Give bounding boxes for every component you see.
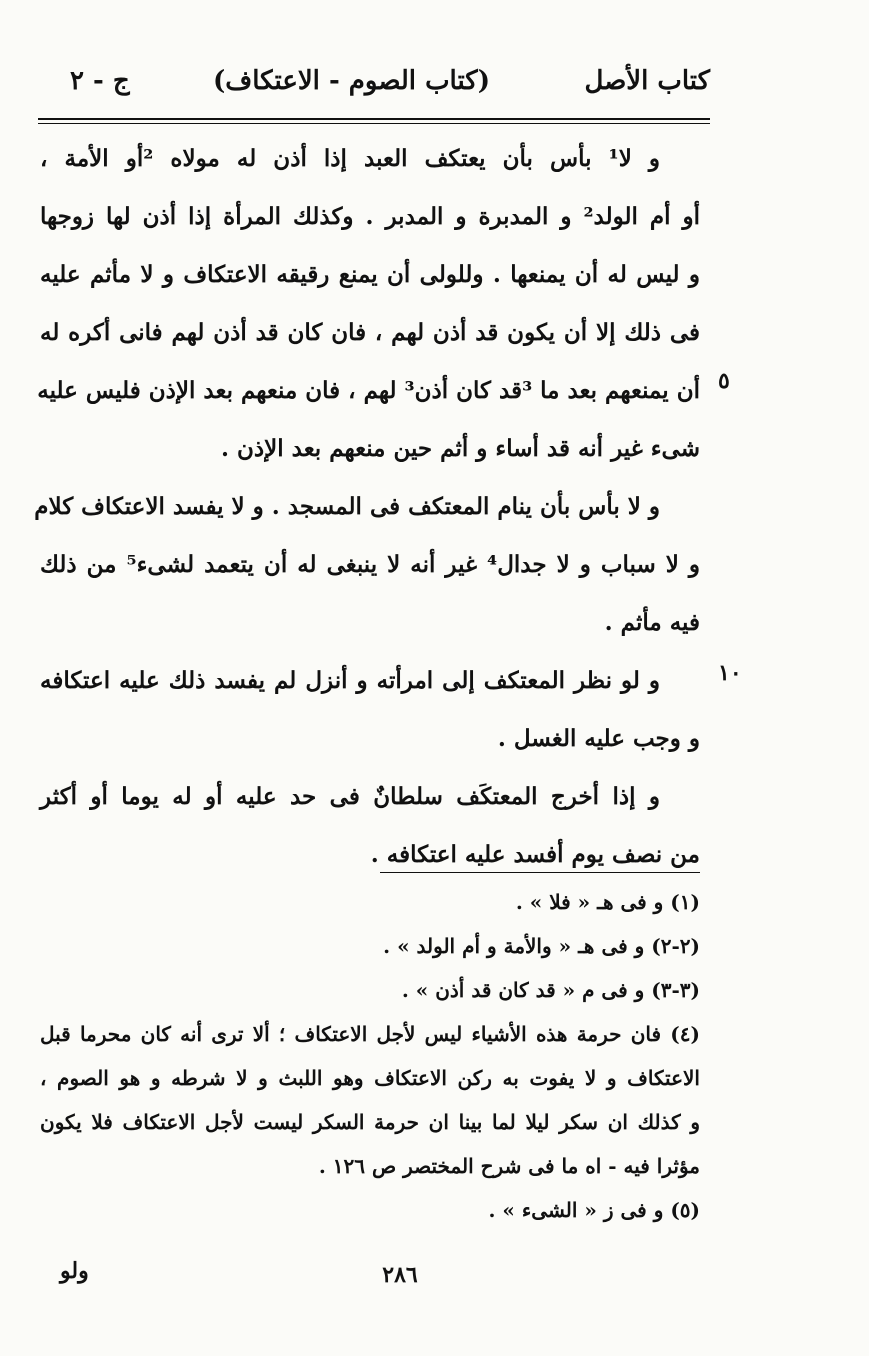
catchword: ولو <box>60 1258 89 1284</box>
text-line: و وجب عليه الغسل . <box>497 725 700 752</box>
header-rule <box>38 118 710 120</box>
text-line: و ليس له أن يمنعها . وللولى أن يمنع رقيقه الاعتكاف و لا مأثم عليه <box>40 261 700 288</box>
footnote: (٤) فان حرمة هذه الأشياء ليس لأجل الاعتكاف ؛ ألا ترى أنه كان محرما قبل <box>40 1022 700 1046</box>
header-rule-thin <box>38 123 710 124</box>
running-header <box>40 66 710 106</box>
text-line: من نصف يوم أفسد عليه اعتكافه . <box>370 841 700 868</box>
book-title: كتاب الأصل <box>584 66 710 96</box>
text-line: شىء غير أنه قد أساء و أثم حين منعهم بعد الإذن . <box>220 435 700 462</box>
footnote: (٣-٣) و فى م « قد كان قد أذن » . <box>401 978 700 1002</box>
footnotes <box>40 880 700 1232</box>
text-line: أن يمنعهم بعد ما ³قد كان أذن³ لهم ، فان منعهم بعد الإذن فليس عليه <box>37 377 700 404</box>
text-line: و لا بأس بأن ينام المعتكف فى المسجد . و لا يفسد الاعتكاف كلام <box>34 493 660 520</box>
text-line: و لا¹ بأس بأن يعتكف العبد إذا أذن له مولاه ²أو الأمة ، <box>40 145 661 172</box>
main-text <box>34 130 700 884</box>
footnote-continued: مؤثرا فيه - اه ما فى شرح المختصر ص ١٢٦ . <box>318 1154 700 1178</box>
line-marker-10: ١٠ <box>718 660 742 686</box>
text-line: و لا سباب و لا جدال⁴ غير أنه لا ينبغى له أن يتعمد لشىء⁵ من ذلك <box>40 551 700 578</box>
footnote: (١) و فى هـ « فلا » . <box>515 890 700 914</box>
footnote-continued: الاعتكاف و لا يفوت به ركن الاعتكاف وهو اللبث و لا شرطه و هو الصوم ، <box>40 1066 700 1090</box>
text-line: فى ذلك إلا أن يكون قد أذن لهم ، فان كان قد أذن لهم فانى أكره له <box>40 319 700 346</box>
text-line: أو أم الولد² و المدبرة و المدبر . وكذلك المرأة إذا أذن لها زوجها <box>40 203 700 230</box>
text-line: و إذا أخرج المعتكَف سلطانٌ فى حد عليه أو له يوما أو أكثر <box>40 783 660 810</box>
volume-label: ج - ٢ <box>70 66 130 96</box>
footnote: (٥) و فى ز « الشىء » . <box>488 1198 700 1222</box>
text-line: فيه مأثم . <box>604 609 700 636</box>
footnote-rule <box>380 872 700 873</box>
text-line: و لو نظر المعتكف إلى امرأته و أنزل لم يفسد ذلك عليه اعتكافه <box>40 667 660 694</box>
page-number: ٢٨٦ <box>382 1262 418 1288</box>
footnote-continued: و كذلك ان سكر ليلا لما بينا ان حرمة السكر ليست لأجل الاعتكاف فلا يكون <box>40 1110 700 1134</box>
chapter-title: (كتاب الصوم - الاعتكاف) <box>212 66 490 96</box>
line-marker-5: ٥ <box>718 368 730 394</box>
footnote: (٢-٢) و فى هـ « والأمة و أم الولد » . <box>383 934 700 958</box>
